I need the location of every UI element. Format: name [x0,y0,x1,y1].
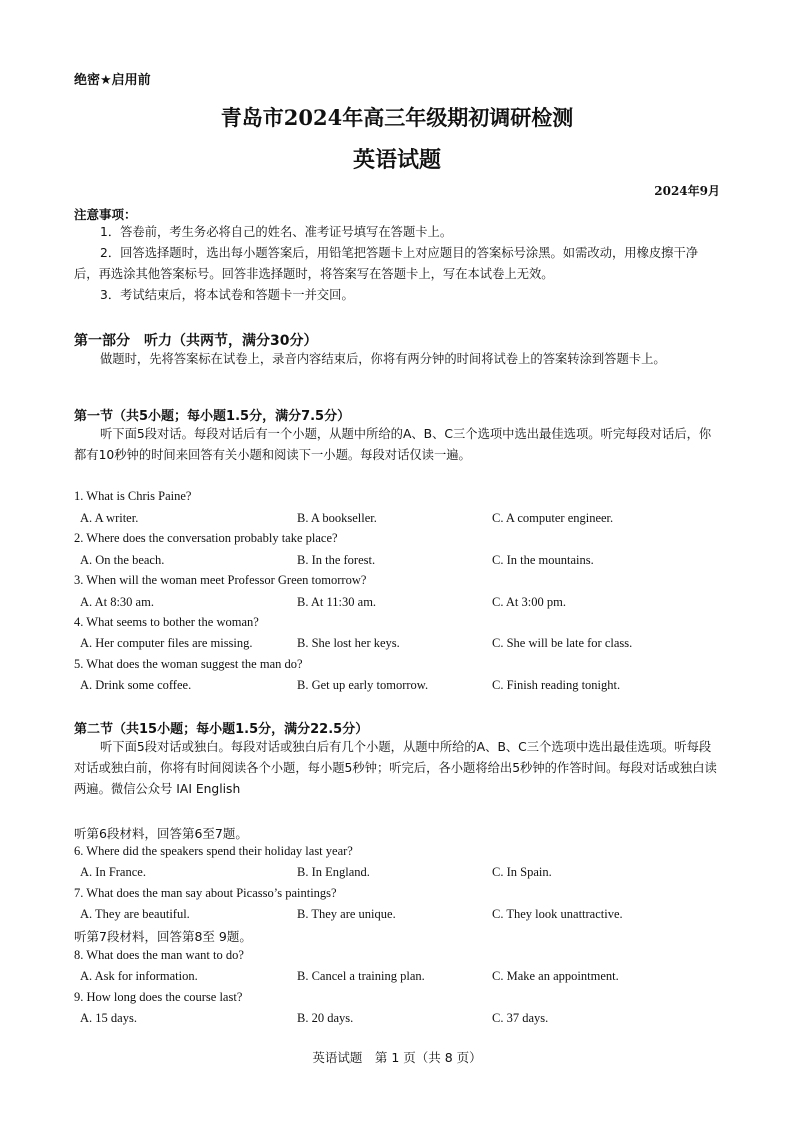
material-6-label: 听第6段材料，回答第6至7题。 [74,826,248,841]
question-3: 3. When will the woman meet Professor Green tomorrow? [74,573,367,587]
question-2: 2. Where does the conversation probably take place? [74,531,338,545]
q2-option-a: A. On the beach. [80,553,165,567]
part1-heading: 第一部分 听力（共两节，满分30分） [74,333,318,349]
question-9: 9. How long does the course last? [74,990,243,1004]
q7-option-a: A. They are beautiful. [80,907,190,921]
q5-option-b: B. Get up early tomorrow. [297,678,429,692]
q4-option-b: B. She lost her keys. [297,636,400,650]
question-8: 8. What does the man want to do? [74,948,244,962]
q5-option-c: C. Finish reading tonight. [492,678,621,692]
q6-option-a: A. In France. [80,865,146,879]
q9-option-a: A. 15 days. [80,1011,137,1025]
q8-option-a: A. Ask for information. [80,969,198,983]
question-5: 5. What does the woman suggest the man do? [74,657,303,671]
section1-heading: 第一节（共5小题；每小题1.5分，满分7.5分） [74,409,351,424]
exam-subject: 英语试题 [352,148,441,173]
exam-title: 青岛市2024年高三年级期初调研检测 [220,105,574,130]
q6-option-c: C. In Spain. [492,865,552,879]
notice-item-2: 2．回答选择题时，选出每小题答案后，用铅笔把答题卡上对应题目的答案标号涂黑。如需改动，用橡皮擦干净后，再选涂其他答案标号。回答非选择题时，将答案写在答题卡上，写在本试卷上无效。 [74,246,699,281]
q1-option-c: C. A computer engineer. [492,511,614,525]
notice-heading: 注意事项： [74,207,137,222]
confidential-label: 绝密★启用前 [74,73,151,88]
section2-instruction: 听下面5段对话或独白。每段对话或独白后有几个小题，从题中所给的A、B、C三个选项中选出最佳选项。听每段对话或独白前，你将有时间阅读各个小题，每小题5秒钟；听完后，各小题将给出5秒钟的作答时间。每段对话或独白读两遍。微信公众号 IAI English [74,740,717,796]
q2-option-b: B. In the forest. [297,553,376,567]
q7-option-b: B. They are unique. [297,907,396,921]
question-1: 1. What is Chris Paine? [74,489,192,503]
page-footer: 英语试题 第 1 页（共 8 页） [312,1050,482,1065]
q2-option-c: C. In the mountains. [492,553,594,567]
q4-option-a: A. Her computer files are missing. [80,636,253,650]
q9-option-b: B. 20 days. [297,1011,354,1025]
q3-option-a: A. At 8:30 am. [80,595,154,609]
q8-option-b: B. Cancel a training plan. [297,969,425,983]
q3-option-b: B. At 11:30 am. [297,595,377,609]
q6-option-b: B. In England. [297,865,370,879]
q3-option-c: C. At 3:00 pm. [492,595,566,609]
question-6: 6. Where did the speakers spend their holiday last year? [74,844,353,858]
q1-option-b: B. A bookseller. [297,511,377,525]
section2-heading: 第二节（共15小题；每小题1.5分，满分22.5分） [74,722,369,737]
notice-item-1: 1．答卷前，考生务必将自己的姓名、准考证号填写在答题卡上。 [100,225,453,239]
question-7: 7. What does the man say about Picasso’s paintings? [74,886,337,900]
q5-option-a: A. Drink some coffee. [80,678,192,692]
section1-instruction: 听下面5段对话。每段对话后有一个小题，从题中所给的A、B、C三个选项中选出最佳选项。听完每段对话后，你都有10秒钟的时间来回答有关小题和阅读下一小题。每段对话仅读一遍。 [74,427,712,462]
part1-instruction: 做题时，先将答案标在试卷上，录音内容结束后，你将有两分钟的时间将试卷上的答案转涂到答题卡上。 [100,352,666,366]
material-7-label: 听第7段材料，回答第8至 9题。 [74,929,252,944]
exam-date: 2024年9月 [654,184,720,198]
notice-item-3: 3．考试结束后，将本试卷和答题卡一并交回。 [100,288,354,302]
q7-option-c: C. They look unattractive. [492,907,623,921]
q8-option-c: C. Make an appointment. [492,969,619,983]
q4-option-c: C. She will be late for class. [492,636,633,650]
q1-option-a: A. A writer. [80,511,139,525]
q9-option-c: C. 37 days. [492,1011,549,1025]
question-4: 4. What seems to bother the woman? [74,615,259,629]
